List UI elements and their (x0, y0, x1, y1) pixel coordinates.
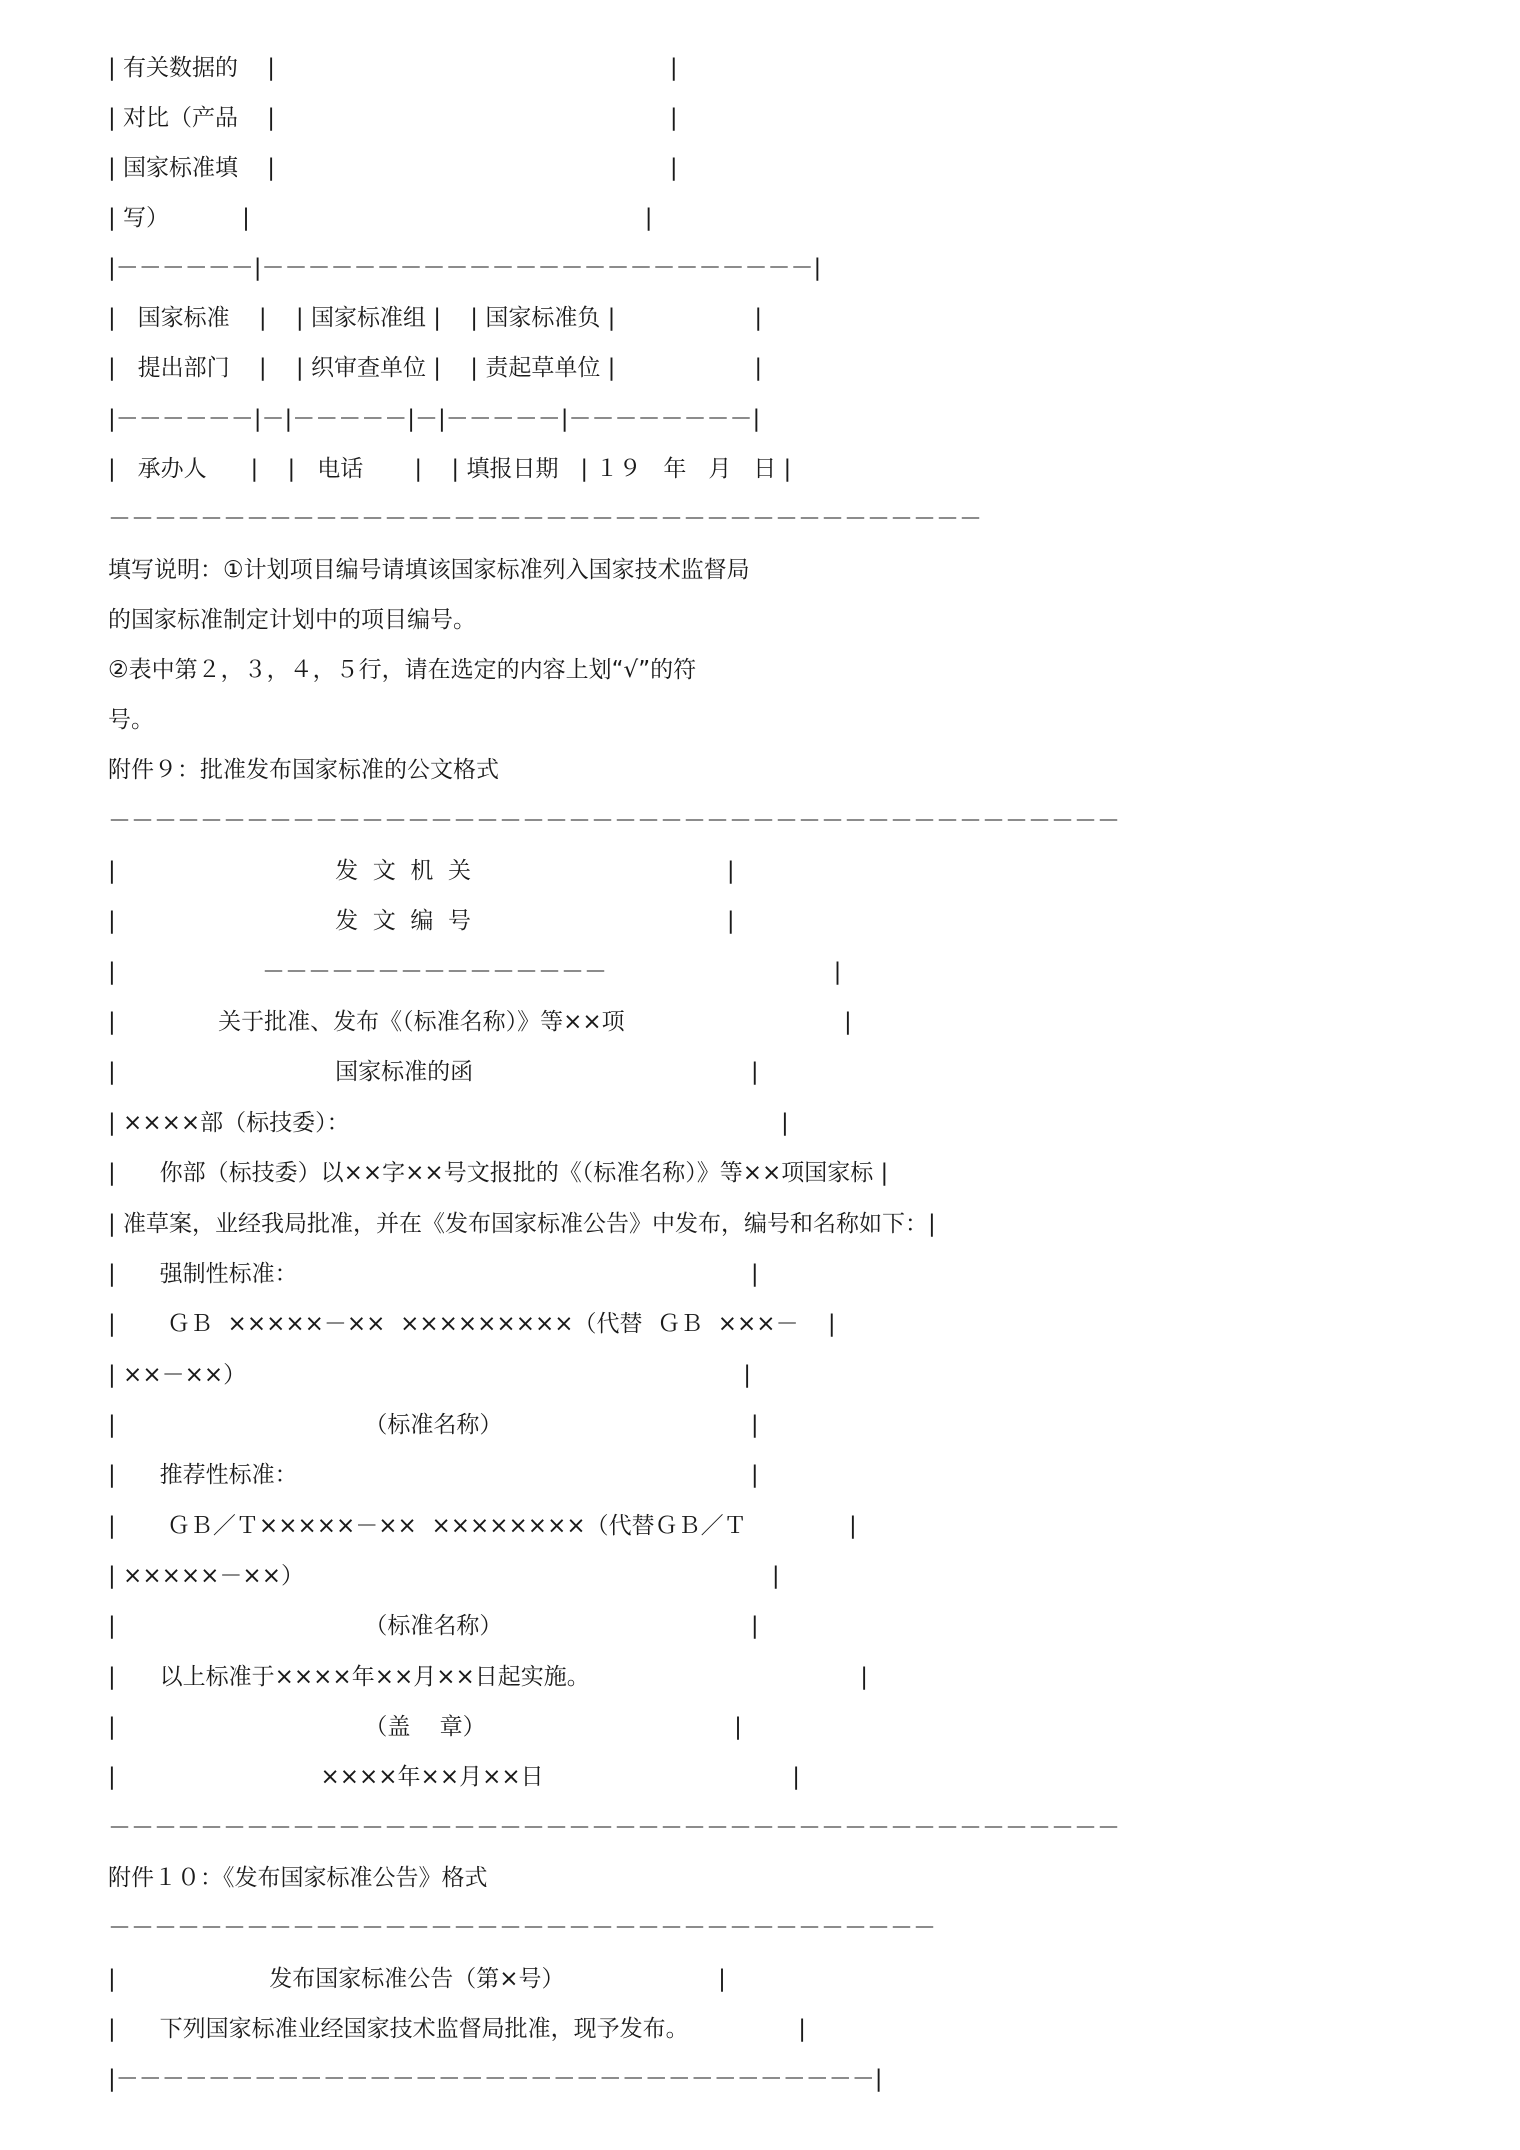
text-line: | ＧＢ／Ｔ×××××－×× ××××××××（代替ＧＢ／Ｔ | (108, 1513, 857, 1539)
text-line: | （标准名称） | (108, 1412, 759, 1438)
note-line: 填写说明：①计划项目编号请填该国家标准列入国家技术监督局 (108, 557, 750, 583)
text-line: | 下列国家标准业经国家技术监督局批准，现予发布。 | (108, 2016, 807, 2042)
text-line: | 国家标准填 | | (108, 155, 678, 181)
divider-line: －－－－－－－－－－－－－－－－－－－－－－－－－－－－－－－－－－－－－－－－－－－－ (108, 1815, 1120, 1841)
text-line: | ××－××） | (108, 1362, 752, 1388)
text-line: | 以上标准于××××年××月××日起实施。 | (108, 1664, 869, 1690)
text-line: | 准草案，业经我局批准，并在《发布国家标准公告》中发布，编号和名称如下：| (108, 1211, 936, 1237)
text-line: | 推荐性标准： | (108, 1462, 759, 1488)
text-line: | （盖 章） | (108, 1714, 742, 1740)
text-line: | ＧＢ ×××××－×× ×××××××××（代替 ＧＢ ×××－ | (108, 1311, 836, 1337)
text-line: | ××××年××月××日 | (108, 1764, 800, 1790)
text-line: | 发 文 编 号 | (108, 908, 735, 934)
text-line: | 对比（产品 | | (108, 105, 678, 131)
text-line: | ×××××－××） | (108, 1563, 780, 1589)
text-line: | 发布国家标准公告（第×号） | (108, 1966, 726, 1992)
text-line: | 提出部门 | | 织审查单位 | | 责起草单位 | | (108, 355, 763, 381)
divider-line: |－－－－－－|－|－－－－－|－|－－－－－|－－－－－－－－| (108, 406, 761, 432)
text-line: | 承办人 | | 电话 | | 填报日期 | １９ 年 月 日 | (108, 456, 792, 482)
text-line: | 强制性标准： | (108, 1261, 759, 1287)
text-line: | －－－－－－－－－－－－－－－ | (108, 959, 842, 985)
divider-line: －－－－－－－－－－－－－－－－－－－－－－－－－－－－－－－－－－－－ (108, 1915, 936, 1941)
text-line: | 发 文 机 关 | (108, 858, 735, 884)
text-line: | 有关数据的 | | (108, 55, 678, 81)
section-heading: 附件１０：《发布国家标准公告》格式 (108, 1865, 488, 1891)
text-line: | ××××部（标技委）： | (108, 1110, 789, 1136)
text-line: | 你部（标技委）以××字××号文报批的《（标准名称）》等××项国家标 | (108, 1160, 889, 1186)
divider-line: －－－－－－－－－－－－－－－－－－－－－－－－－－－－－－－－－－－－－－ (108, 506, 982, 532)
text-line: | 关于批准、发布《（标准名称）》等××项 | (108, 1009, 852, 1035)
text-line: | 国家标准的函 | (108, 1059, 759, 1085)
divider-line: －－－－－－－－－－－－－－－－－－－－－－－－－－－－－－－－－－－－－－－－－－－－ (108, 808, 1120, 834)
note-line: 号。 (108, 707, 154, 733)
text-line: | 写） | | (108, 205, 653, 231)
section-heading: 附件９：批准发布国家标准的公文格式 (108, 757, 499, 783)
note-line: 的国家标准制定计划中的项目编号。 (108, 607, 476, 633)
note-line: ②表中第２，３，４，５行，请在选定的内容上划“√”的符 (108, 657, 697, 683)
text-line: | 国家标准 | | 国家标准组 | | 国家标准负 | | (108, 305, 763, 331)
divider-line: |－－－－－－－－－－－－－－－－－－－－－－－－－－－－－－－－－| (108, 2066, 883, 2092)
divider-line: |－－－－－－|－－－－－－－－－－－－－－－－－－－－－－－－| (108, 255, 822, 281)
text-line: | （标准名称） | (108, 1613, 759, 1639)
